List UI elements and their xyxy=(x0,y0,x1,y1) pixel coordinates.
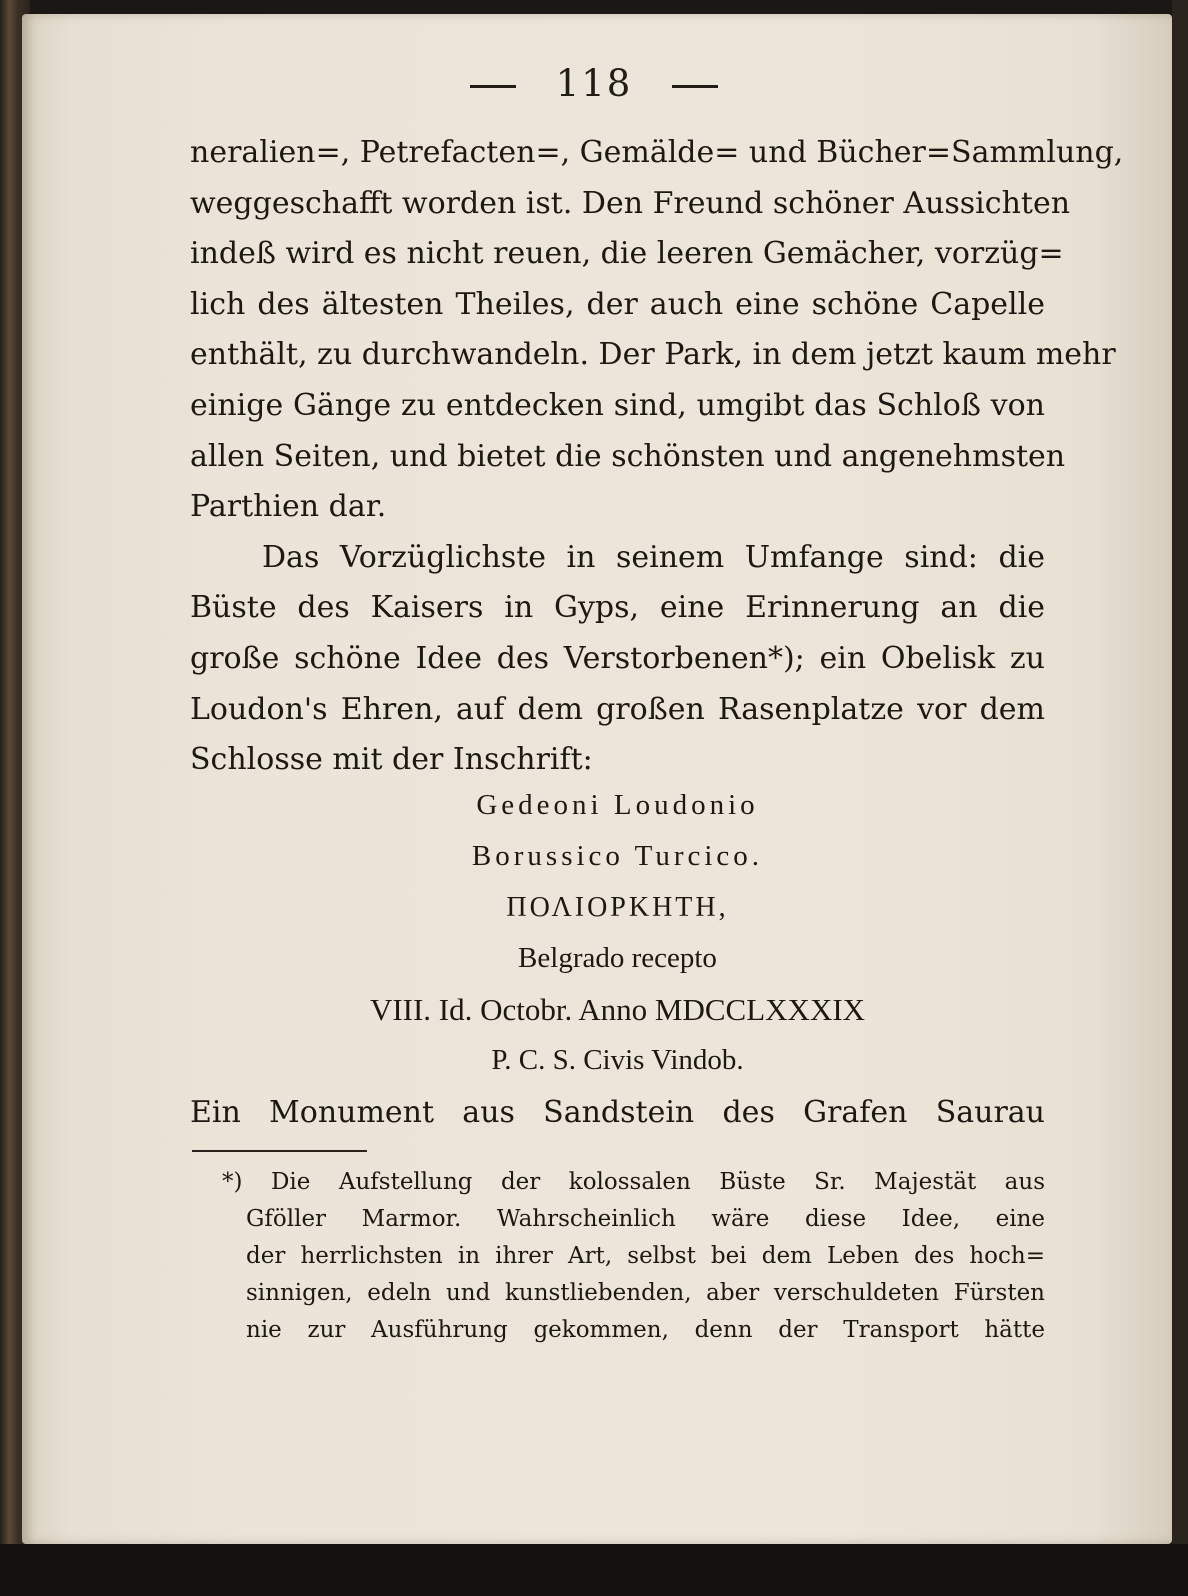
footnote-line: sinnigen, edeln und kunstliebenden, aber verschuldeten Fürsten xyxy=(246,1280,1045,1306)
text-line: Büste des Kaisers in Gyps, eine Erinnerung an die xyxy=(190,590,1045,626)
footnote-rule xyxy=(192,1150,367,1152)
inscription-line: VIII. Id. Octobr. Anno MDCCLXXXIX xyxy=(369,992,866,1027)
text-line: einige Gänge zu entdecken sind, umgibt das Schloß von xyxy=(190,387,1045,423)
main-text xyxy=(190,128,1124,786)
page-header xyxy=(0,62,1188,105)
text-line: Schlosse mit der Inschrift: xyxy=(190,742,593,778)
inscription-line: ΠΟΛΙΟΡΚΗΤΗ, xyxy=(506,892,729,923)
page-edge-right xyxy=(1172,0,1188,1596)
footnote-line: der herrlichsten in ihrer Art, selbst bei dem Leben des hoch= xyxy=(246,1243,1045,1269)
text-line: große schöne Idee des Verstorbenen*); ein Obelisk zu xyxy=(190,640,1045,676)
text-line: Das Vorzüglichste in seinem Umfange sind: die xyxy=(262,539,1045,575)
text-line: indeß wird es nicht reuen, die leeren Gemächer, vorzüg= xyxy=(190,236,1064,272)
text-line: allen Seiten, und bietet die schönsten und angenehmsten xyxy=(190,438,1066,474)
footnote-line: *) Die Aufstellung der kolossalen Büste Sr. Majestät aus xyxy=(222,1169,1045,1195)
text-line: weggeschafft worden ist. Den Freund schöner Aussichten xyxy=(190,185,1071,221)
inscription-line: Gedeoni Loudonio xyxy=(476,789,759,821)
inscription-line: Belgrado recepto xyxy=(518,942,717,974)
text-line: Ein Monument aus Sandstein des Grafen Saurau xyxy=(190,1095,1045,1130)
footnote-line: nie zur Ausführung gekommen, denn der Transport hätte xyxy=(246,1317,1045,1343)
header-dash-left xyxy=(470,85,516,88)
text-line: Parthien dar. xyxy=(190,489,387,525)
page-edge-bottom xyxy=(0,1544,1188,1596)
page-number: 118 xyxy=(555,62,633,105)
footnote-line: Gföller Marmor. Wahrscheinlich wäre diese Idee, eine xyxy=(246,1206,1045,1232)
inscription-line: P. C. S. Civis Vindob. xyxy=(491,1044,744,1076)
text-line: Loudon's Ehren, auf dem großen Rasenplatze vor dem xyxy=(190,691,1045,727)
inscription-line: Borussico Turcico. xyxy=(471,840,764,872)
inscription-block xyxy=(190,780,1045,1086)
footnote xyxy=(222,1164,1045,1349)
text-line: neralien=, Petrefacten=, Gemälde= und Bücher=Sammlung, xyxy=(190,135,1124,170)
text-line: enthält, zu durchwandeln. Der Park, in dem jetzt kaum mehr xyxy=(190,337,1116,373)
header-dash-right xyxy=(672,85,718,88)
text-line: lich des ältesten Theiles, der auch eine schöne Capelle xyxy=(190,286,1045,322)
